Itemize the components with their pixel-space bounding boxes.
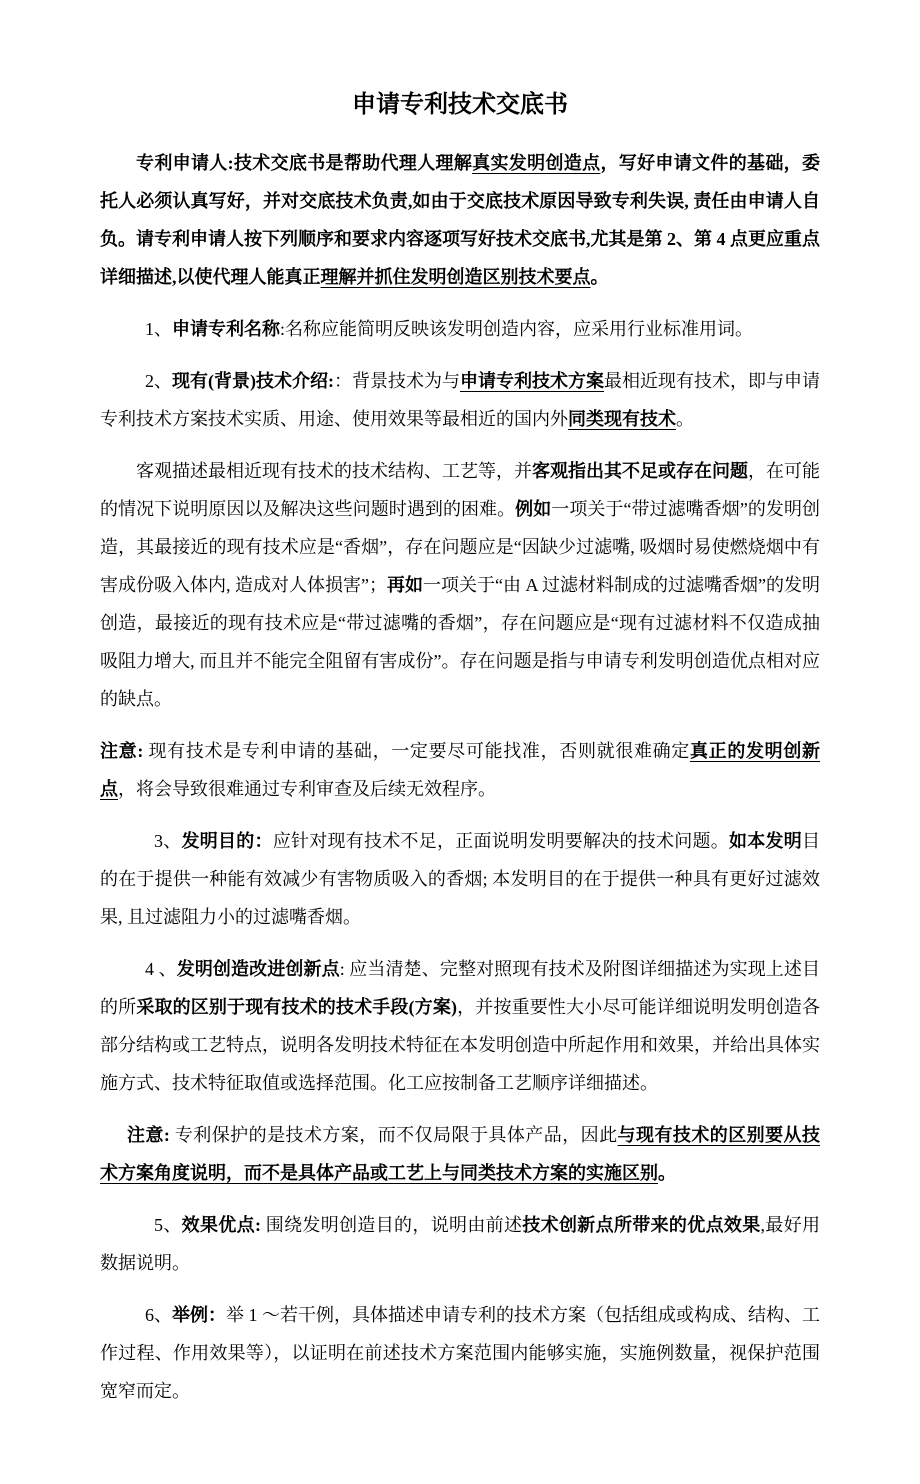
text-run: ：背景技术为与 [334, 371, 461, 391]
paragraph-intro-paragraph [100, 144, 820, 296]
text-run: :名称应能简明反映该发明创造内容，应采用行业标准用词。 [280, 319, 753, 339]
text-run: 举例： [172, 1305, 226, 1325]
text-run: ,最好用数据说明。 [100, 1215, 821, 1273]
text-run: 围绕发明创造目的，说明由前述 [260, 1215, 523, 1235]
text-run: 采取的区别于现有技术的技术手段(方案) [136, 997, 457, 1017]
paragraph-item-4 [100, 950, 820, 1102]
text-run: : 应当清楚、完整对照现有技术及附图详细描述为实现上述目的所 [100, 959, 821, 1017]
text-run: 同类现有技术 [568, 409, 676, 429]
text-run: 4 、 [145, 959, 177, 979]
paragraph-item-3 [100, 822, 820, 936]
text-run: 5、 [154, 1215, 182, 1235]
paragraph-note-2 [100, 1116, 820, 1192]
text-run: ，在可能的情况下说明原因以及解决这些问题时遇到的困难。 [100, 461, 820, 519]
paragraph-item-1 [100, 310, 820, 348]
text-run: 2、 [145, 371, 173, 391]
paragraph-item-5 [100, 1206, 820, 1282]
text-run: 。 [658, 1163, 676, 1183]
text-run: 一项关于“带过滤嘴香烟”的发明创造，其最接近的现有技术应是“香烟”，存在问题应是“因缺少过滤嘴, 吸烟时易使燃烧烟中有害成份吸入体内, 造成对人体损害”； [100, 499, 821, 595]
paragraph-item-2 [100, 362, 820, 438]
text-run: 发明创造改进创新点 [176, 959, 340, 979]
text-run: 现有(背景)技术介绍: [172, 371, 335, 391]
document-body [100, 144, 820, 1410]
text-run: 真正的发明创新点 [100, 741, 821, 799]
text-run: 申请专利名称 [172, 319, 280, 339]
text-run: 效果优点: [181, 1215, 261, 1235]
text-run: 。 [590, 267, 609, 287]
text-run: ，将会导致很难通过专利审查及后续无效程序。 [118, 779, 496, 799]
text-run: 3、 [154, 831, 182, 851]
text-run: 举 1 ～若干例，具体描述申请专利的技术方案（包括组成或构成、结构、工作过程、作用效果等），以证明在前述技术方案范围内能够实施，实施例数量，视保护范围宽窄而定。 [100, 1305, 820, 1401]
text-run: 。 [676, 409, 694, 429]
text-run: 例如 [515, 499, 552, 519]
text-run: 如本发明 [729, 831, 802, 851]
text-run: 注意: [127, 1125, 170, 1145]
text-run: 与现有技术的区别要从技术方案角度说明，而不是具体产品或工艺上与同类技术方案的实施区别 [100, 1125, 821, 1183]
document-title: 申请专利技术交底书 [352, 92, 568, 118]
text-run: 专利申请人:技术交底书是帮助代理人理解 [136, 153, 473, 173]
text-run: 1、 [145, 319, 172, 339]
text-run: ，写好申请文件的基础，委托人必须认真写好，并对交底技术负责,如由于交底技术原因导致专利失误, 责任由申请人自负。请专利申请人按下列顺序和要求内容逐项写好技术交底书,尤其是第 2、第 4 点更应重点详细描述,以使代理人能真正 [100, 153, 821, 287]
text-run: 技术创新点所带来的优点效果 [522, 1215, 761, 1235]
text-run: 目的在于提供一种能有效减少有害物质吸入的香烟; 本发明目的在于提供一种具有更好过滤效果, 且过滤阻力小的过滤嘴香烟。 [100, 831, 820, 927]
text-run: 专利保护的是技术方案，而不仅局限于具体产品，因此 [169, 1125, 618, 1145]
text-run: ，并按重要性大小尽可能详细说明发明创造各部分结构或工艺特点，说明各发明技术特征在本发明创造中所起作用和效果，并给出具体实施方式、技术特征取值或选择范围。化工应按制备工艺顺序详细描述。 [100, 997, 820, 1093]
text-run: 客观描述最相近现有技术的技术结构、工艺等，并 [136, 461, 532, 481]
text-run: 发明目的： [181, 831, 273, 851]
text-run: 理解并抓住发明创造区别技术要点 [320, 267, 591, 287]
text-run: 一项关于“由 A 过滤材料制成的过滤嘴香烟”的发明创造，最接近的现有技术应是“带过滤嘴的香烟”，存在问题应是“现有过滤材料不仅造成抽吸阻力增大, 而且并不能完全阻留有害成份”。存在问题是指与申请专利发明创造优点相对应的缺点。 [100, 575, 821, 709]
text-run: 注意: [100, 741, 144, 761]
text-run: 现有技术是专利申请的基础，一定要尽可能找准，否则就很难确定 [143, 741, 690, 761]
text-run: 最相近现有技术，即与申请专利技术方案技术实质、用途、使用效果等最相近的国内外 [100, 371, 821, 429]
text-run: 客观指出其不足或存在问题 [532, 461, 748, 481]
paragraph-note-1 [100, 732, 820, 808]
text-run: 再如 [387, 575, 424, 595]
paragraph-item-2-detail [100, 452, 820, 718]
text-run: 6、 [145, 1305, 172, 1325]
text-run: 真实发明创造点 [472, 153, 601, 173]
text-run: 应针对现有技术不足，正面说明发明要解决的技术问题。 [272, 831, 729, 851]
text-run: 申请专利技术方案 [460, 371, 605, 391]
paragraph-item-6 [100, 1296, 820, 1410]
